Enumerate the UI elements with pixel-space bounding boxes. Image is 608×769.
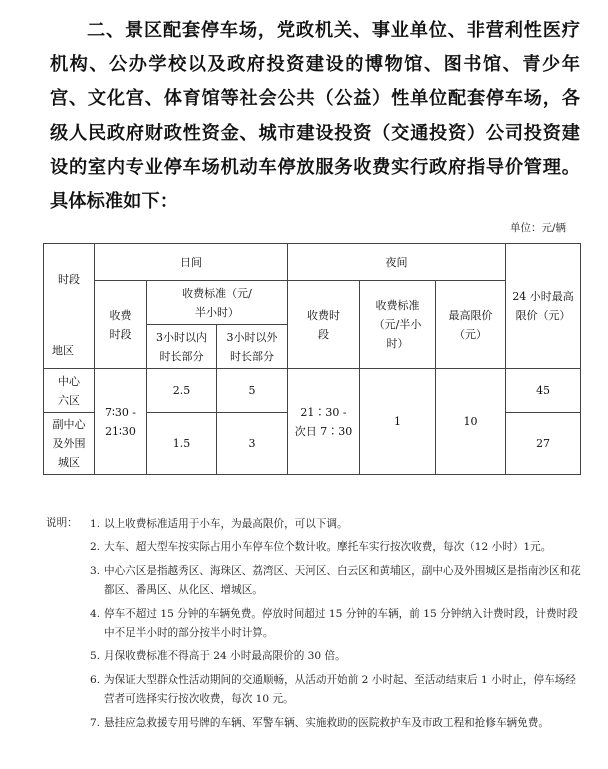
note-number: 7. [90,716,101,729]
max24-header: 24 小时最高限价（元） [506,244,581,369]
note-item [90,647,586,666]
note-number: 3. [90,564,101,577]
outer-max24: 27 [506,413,581,475]
intro-paragraph: 二、景区配套停车场，党政机关、事业单位、非营利性医疗机构、公办学校以及政府投资建设的博物馆、图书馆、青少年宫、文化宫、体育馆等社会公共（公益）性单位配套停车场，各级人民政府财政性资金、城市建设投资（交通投资）公司投资建设的室内专业停车场机动车停放服务收费实行政府指导价管理。具体标准如下： [50,20,580,213]
night-cap-header: 最高限价（元） [436,281,506,369]
area-outer: 副中心及外围城区 [44,413,95,475]
note-number: 4. [90,607,101,620]
outer-beyond3: 3 [217,413,288,475]
note-number: 2. [90,541,101,554]
night-cap-value: 10 [436,369,506,475]
night-fee-standard-header: 收费标准（元/半小时） [360,281,436,369]
outer-within3: 1.5 [147,413,217,475]
note-item [90,562,586,601]
note-text: 停车不超过 15 分钟的车辆免费。停放时间超过 15 分钟的车辆，前 15 分钟纳入计费时段，计费时段中不足半小时的部分按半小时计算。 [104,607,578,640]
note-text: 大车、超大型车按实际占用小车停车位个数计收。摩托车实行按次收费，每次（12 小时）1元。 [104,541,552,554]
night-time: 21∶30 - 次日 7∶30 [288,369,360,475]
day-fee-standard-header: 收费标准（元/半小时） [147,281,288,325]
note-item [90,714,586,733]
note-text: 悬挂应急救援专用号牌的车辆、军警车辆、实施救助的医院救护车及市政工程和抢修车辆免费。 [104,716,549,729]
note-number: 6. [90,673,101,686]
day-header: 日间 [95,244,288,281]
beyond3-header: 3小时以外时长部分 [217,325,288,369]
note-number: 1. [90,518,101,530]
notes-list [46,515,586,733]
note-item [90,605,586,644]
night-header: 夜间 [288,244,506,281]
day-fee-period-header: 收费时段 [95,281,147,369]
day-time: 7∶30 - 21∶30 [95,369,147,475]
fee-table [43,243,581,475]
corner-bottom-label: 地区 [52,344,74,357]
note-text: 中心六区是指越秀区、海珠区、荔湾区、天河区、白云区和黄埔区，副中心及外围城区是指南沙区和花都区、番禺区、从化区、增城区。 [104,564,581,597]
unit-label: 单位：元/辆 [509,222,566,234]
notes-section [46,515,586,737]
within3-header: 3小时以内时长部分 [147,325,217,369]
corner-cell [44,244,95,369]
corner-top-label: 时段 [58,273,80,286]
note-item [90,538,586,557]
note-item [90,671,586,710]
notes-label: 说明： [46,517,78,529]
center-max24: 45 [506,369,581,413]
note-text: 以上收费标准适用于小车，为最高限价，可以下调。 [104,518,348,530]
center-within3: 2.5 [147,369,217,413]
area-center: 中心六区 [44,369,95,413]
note-text: 月保收费标准不得高于 24 小时最高限价的 30 倍。 [104,650,346,663]
note-item [90,515,586,534]
note-text: 为保证大型群众性活动期间的交通顺畅，从活动开始前 2 小时起、至活动结束后 1 小时止，停车场经营者可选择实行按次收费，每次 10 元。 [104,673,576,706]
night-fee-period-header: 收费时段 [288,281,360,369]
note-number: 5. [90,650,101,663]
night-standard: 1 [360,369,436,475]
center-beyond3: 5 [217,369,288,413]
